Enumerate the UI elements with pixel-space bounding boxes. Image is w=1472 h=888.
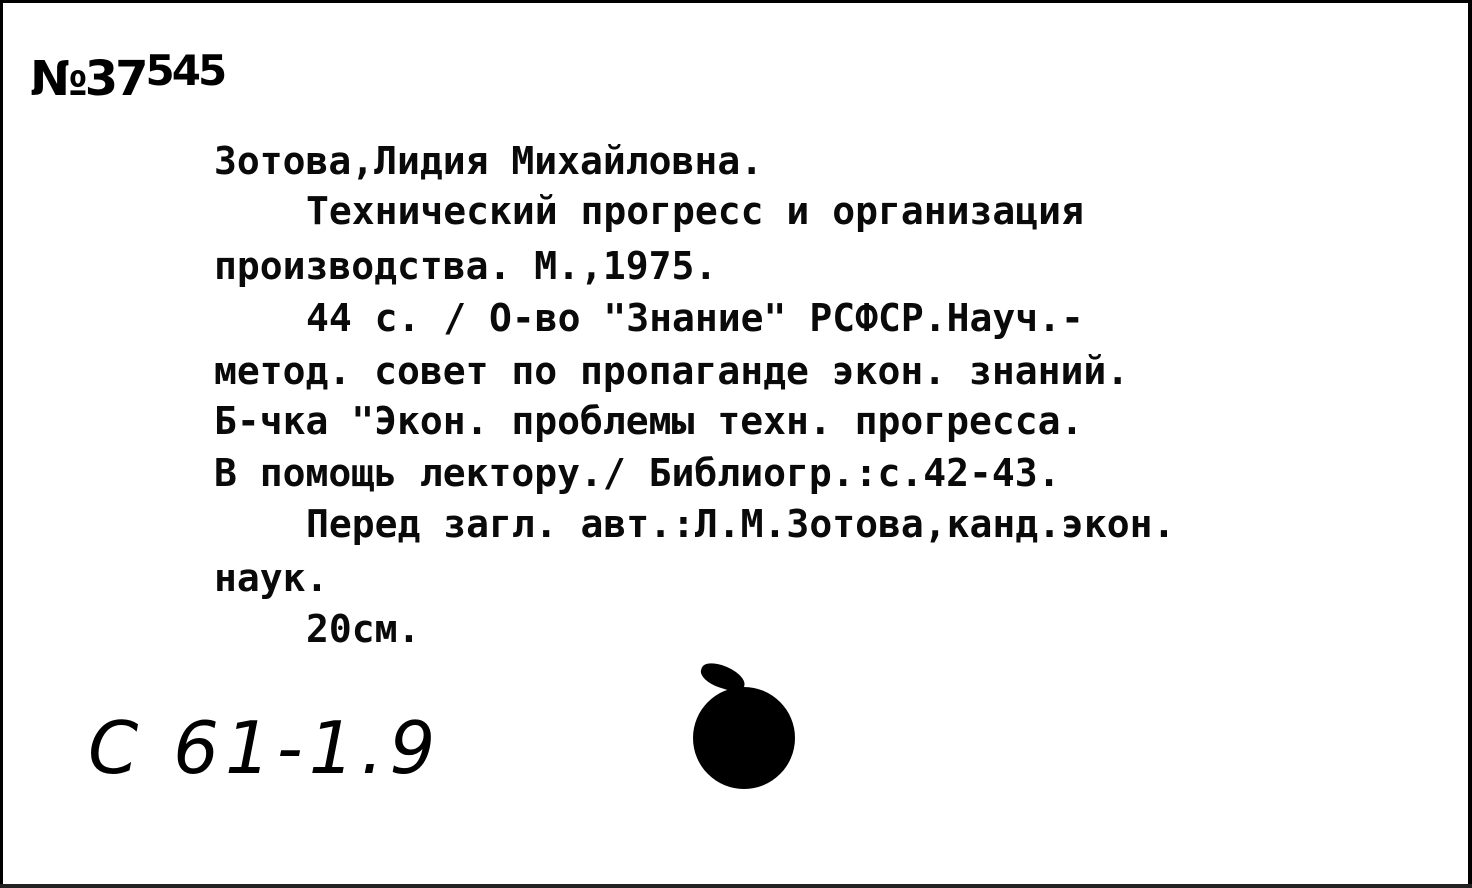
punch-hole — [693, 687, 795, 789]
series-line-2: метод. совет по пропаганде экон. знаний. — [214, 349, 1130, 393]
size-line: 20см. — [306, 607, 421, 651]
card-bottom-edge — [0, 884, 1472, 888]
inventory-number-prefix: №37 — [30, 51, 146, 107]
author-line: Зотова,Лидия Михайловна. — [214, 139, 764, 183]
series-line-3: Б-чка "Экон. проблемы техн. прогресса. — [214, 399, 1084, 443]
bibliography-line: В помощь лектору./ Библиогр.:с.42-43. — [214, 451, 1061, 495]
note-line: Перед загл. авт.:Л.М.Зотова,канд.экон. — [306, 502, 1176, 546]
note-continuation-line: наук. — [214, 556, 329, 600]
inventory-number-suffix: 545 — [145, 46, 225, 95]
pages-series-line: 44 с. / О-во "Знание" РСФСР.Науч.- — [306, 296, 1084, 340]
title-continuation-line: производства. М.,1975. — [214, 244, 718, 288]
title-line: Технический прогресс и организация — [306, 189, 1084, 233]
inventory-number — [30, 46, 224, 107]
shelf-mark: С 61-1.9 — [88, 706, 442, 790]
